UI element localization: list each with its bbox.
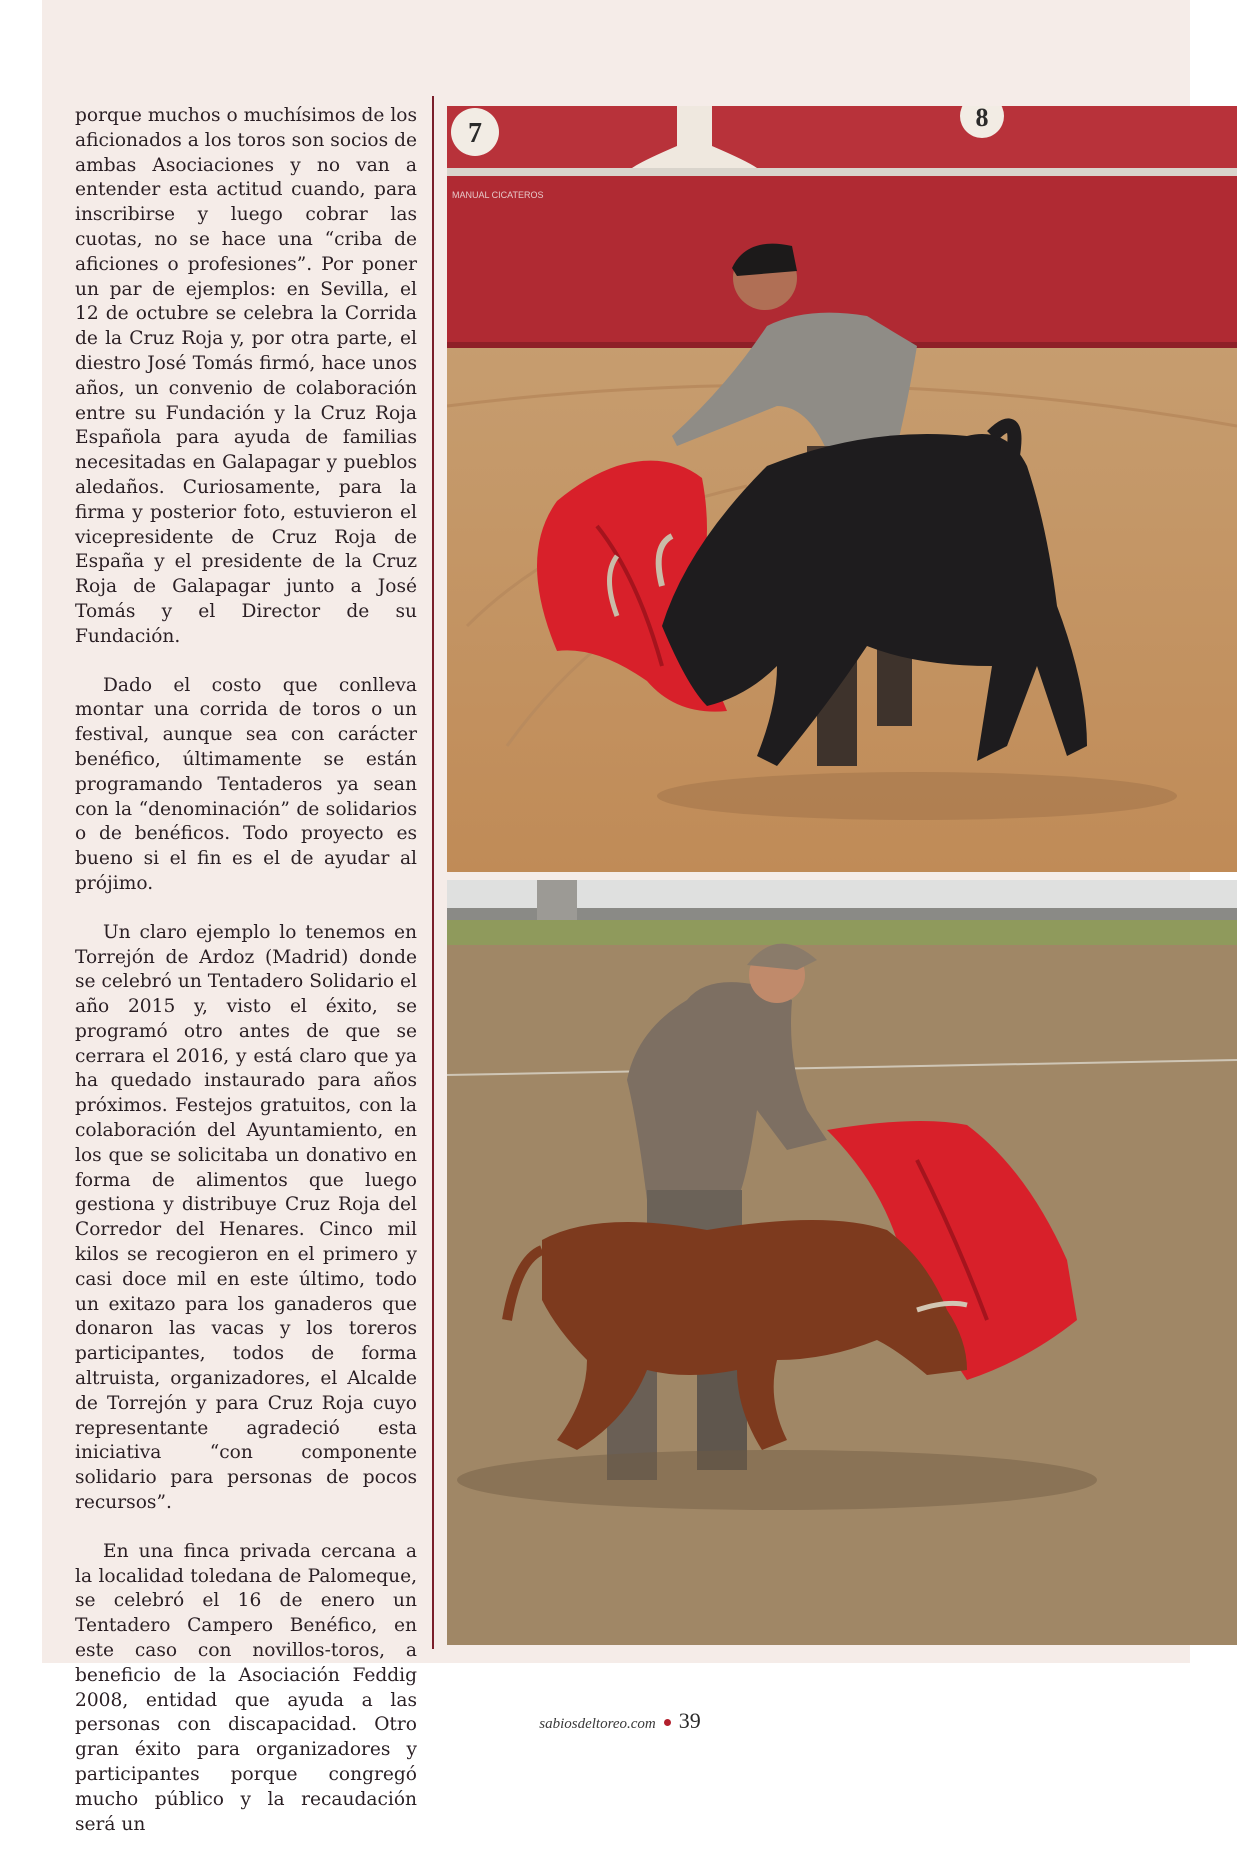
paragraph-3: Un claro ejemplo lo tenemos en Torrejón de Ardoz (Madrid) donde se celebró un Tentadero Solidario el año 2015 y, visto el éxito, se programó otro antes de que se cerrara el 2016, y está claro que ya ha quedado instaurado para años próximos. Festejos gratuitos, con la colaboración del Ayuntamiento, en los que se solicitaba un donativo en forma de alimentos que luego gestiona y distribuye Cruz Roja del Corredor del Henares. Cinco mil kilos se recogieron en el primero y casi doce mil en este último, todo un exitazo para los ganaderos que donaron las vacas y los toreros participantes, todos de forma altruista, organizadores, el Alcalde de Torrejón y para Cruz Roja cuyo representante agradeció esta iniciativa “con componente solidario para personas de pocos recursos”. [75,921,417,1514]
paragraph-2: Dado el costo que conlleva montar una corrida de toros o un festival, aunque sea con carácter benéfico, últimamente se están programando Tentaderos ya sean con la “denominación” de solidarios o de benéficos. Todo proyecto es bueno si el fin es el de ayudar al prójimo. [75,674,417,894]
barrier-number-8: 8 [975,106,989,132]
article-text-column [75,104,417,1861]
barrier-sign: MANUAL CICATEROS [452,190,544,200]
photo-man-brown-heifer [447,880,1237,1645]
page-footer [0,1708,1240,1734]
footer-dot-icon [664,1719,671,1726]
paragraph-1: porque muchos o muchísimos de los aficionados a los toros son socios de ambas Asociaciones y no van a entender esta actitud cuando, para inscribirse y luego cobrar las cuotas, no se hace una “criba de aficiones o profesiones”. Por poner un par de ejemplos: en Sevilla, el 12 de octubre se celebra la Corrida de la Cruz Roja y, por otra parte, el diestro José Tomás firmó, hace unos años, un convenio de colaboración entre su Fundación y la Cruz Roja Española para ayuda de familias necesitadas en Galapagar y pueblos aledaños. Curiosamente, para la firma y posterior foto, estuvieron el vicepresidente de Cruz Roja de España y el presidente de la Cruz Roja de Galapagar junto a José Tomás y el Director de su Fundación. [75,105,417,647]
paragraph-4: En una finca privada cercana a la localidad toledana de Palomeque, se celebró el 16 de enero un Tentadero Campero Benéfico, en este caso con novillos-toros, a beneficio de la Asociación Feddig 2008, entidad que ayuda a las personas con discapacidad. Otro gran éxito para organizadores y participantes porque congregó mucho público y la recaudación será un [75,1540,417,1835]
column-divider [432,96,434,1649]
footer-site-name: sabiosdeltoreo.com [539,1716,656,1732]
barrier-number-7: 7 [468,118,482,149]
photo-matador-black-bull [447,106,1237,872]
page-number: 39 [678,1708,701,1733]
